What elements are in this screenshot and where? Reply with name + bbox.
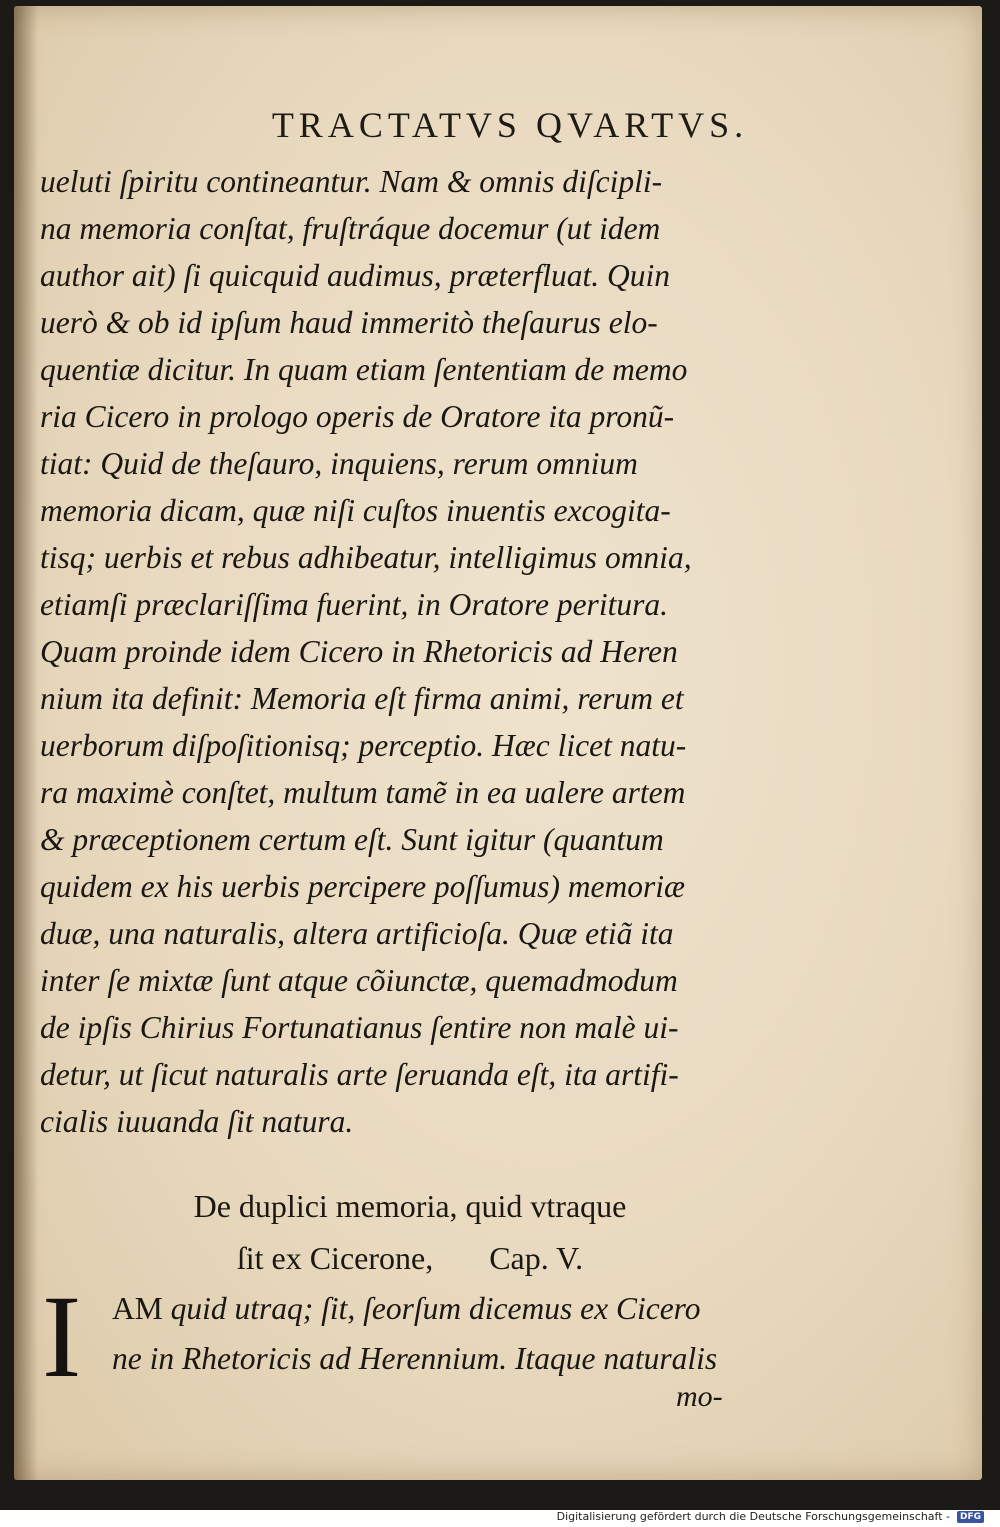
text-line: quidem ex his uerbis percipere poſſumus) memoriæ: [40, 869, 686, 904]
text-line: de ipſis Chirius Fortunatianus ſentire non malè ui-: [40, 1010, 679, 1045]
text-line: ueluti ſpiritu contineantur. Nam & omnis diſcipli-: [40, 164, 663, 199]
text-line: ria Cicero in prologo operis de Oratore ita pronũ-: [40, 399, 675, 434]
text-line: etiamſi præclariſſima fuerint, in Oratore peritura.: [40, 587, 668, 622]
running-head: TRACTATVS QVARTVS.: [271, 105, 749, 145]
text-line: & præceptionem certum eſt. Sunt igitur (quantum: [40, 822, 664, 857]
text-line: duæ, una naturalis, altera artificioſa. Quæ etiã ita: [40, 916, 674, 951]
digitization-credit: Digitalisierung gefördert durch die Deutsche Forschungsgemeinschaft -: [556, 1510, 950, 1523]
text-line: Quam proinde idem Cicero in Rhetoricis ad Heren: [40, 634, 678, 669]
text-line: memoria dicam, quæ niſi cuſtos inuentis excogita-: [40, 493, 671, 528]
text-line: ra maximè conſtet, multum tamẽ in ea ualere artem: [40, 775, 686, 810]
text-line: tiat: Quid de theſauro, inquiens, rerum omnium: [40, 446, 638, 481]
text-line: tisq; uerbis et rebus adhibeatur, intelligimus omnia,: [40, 540, 692, 575]
text-line: quentiæ dicitur. In quam etiam ſententiam de memo: [40, 352, 688, 387]
text-line: nium ita definit: Memoria eſt firma animi, rerum et: [40, 681, 684, 716]
text-line: inter ſe mixtæ ſunt atque cõiunctæ, quemadmodum: [40, 963, 678, 998]
body-text: [40, 158, 740, 1145]
text-line: author ait) ſi quicquid audimus, præterfluat. Quin: [40, 258, 671, 293]
text-line: cialis iuuanda ſit natura.: [40, 1104, 354, 1139]
text-line: ne in Rhetoricis ad Herennium. Itaque naturalis: [112, 1341, 718, 1376]
paragraph-text: [112, 1284, 772, 1384]
text-line: na memoria conſtat, fruſtráque docemur (ut idem: [40, 211, 661, 246]
text-line: quid utraq; ſit, ſeorſum dicemus ex Cicero: [162, 1291, 701, 1326]
catchword: mo-: [676, 1380, 723, 1413]
drop-cap: I: [42, 1271, 82, 1402]
text-line: uerò & ob id ipſum haud immeritò theſaurus elo-: [40, 305, 658, 340]
chapter-heading: [0, 1180, 820, 1284]
chapter-heading-line: ſit ex Cicerone, Cap. V.: [236, 1240, 584, 1276]
chapter-heading-line: De duplici memoria, quid vtraque: [193, 1188, 627, 1224]
text-line: detur, ut ſicut naturalis arte ſeruanda eſt, ita artifi-: [40, 1057, 679, 1092]
caps-initial-word: AM: [112, 1291, 163, 1326]
text-line: uerborum diſpoſitionisq; perceptio. Hæc licet natu-: [40, 728, 687, 763]
dfg-logo: DFG: [957, 1511, 984, 1523]
